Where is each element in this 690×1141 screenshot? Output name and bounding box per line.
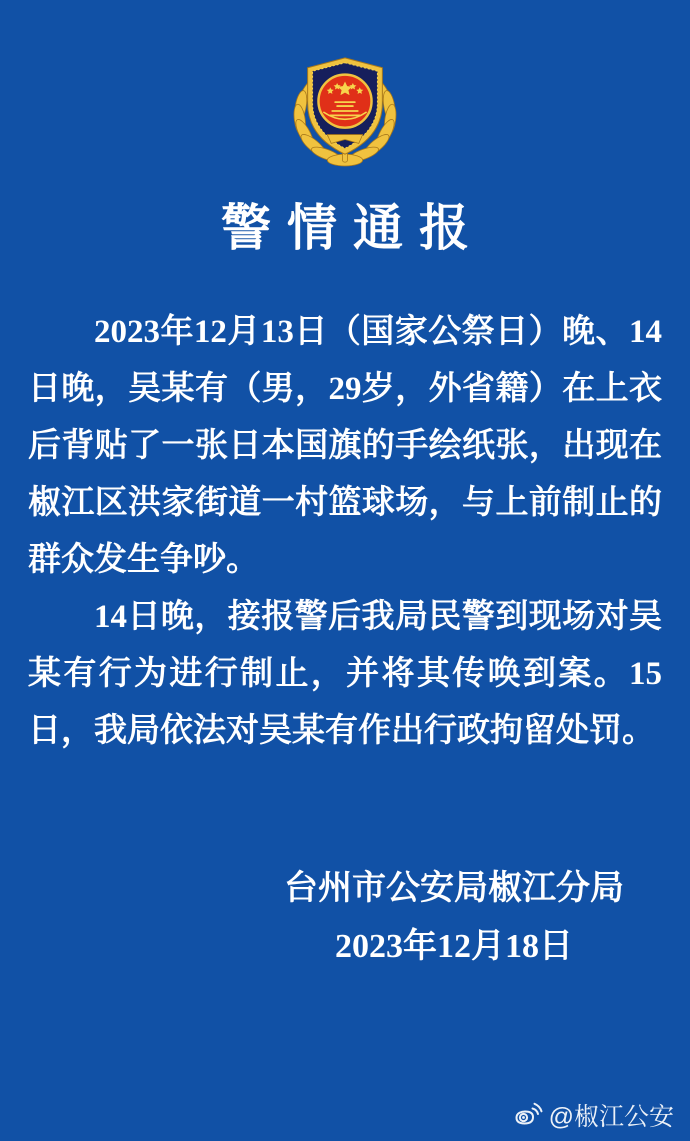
weibo-icon [513, 1102, 543, 1128]
body-paragraph-2: 14日晚，接报警后我局民警到现场对吴某有行为进行制止，并将其传唤到案。15日，我局依法对吴某有作出行政拘留处罚。 [28, 599, 662, 749]
notice-body [28, 304, 662, 760]
signature-block [284, 860, 624, 976]
body-paragraph-1: 2023年12月13日（国家公祭日）晚、14日晚，吴某有（男，29岁，外省籍）在上衣后背贴了一张日本国旗的手绘纸张，出现在椒江区洪家街道一村篮球场，与上前制止的群众发生争吵。 [28, 314, 662, 578]
notice-title: 警情通报 [221, 200, 485, 256]
police-badge-icon [286, 52, 404, 168]
issue-date: 2023年12月18日 [335, 928, 573, 965]
weibo-handle: @椒江公安 [548, 1103, 674, 1131]
issuing-agency: 台州市公安局椒江分局 [284, 870, 624, 907]
weibo-watermark [513, 1097, 674, 1133]
